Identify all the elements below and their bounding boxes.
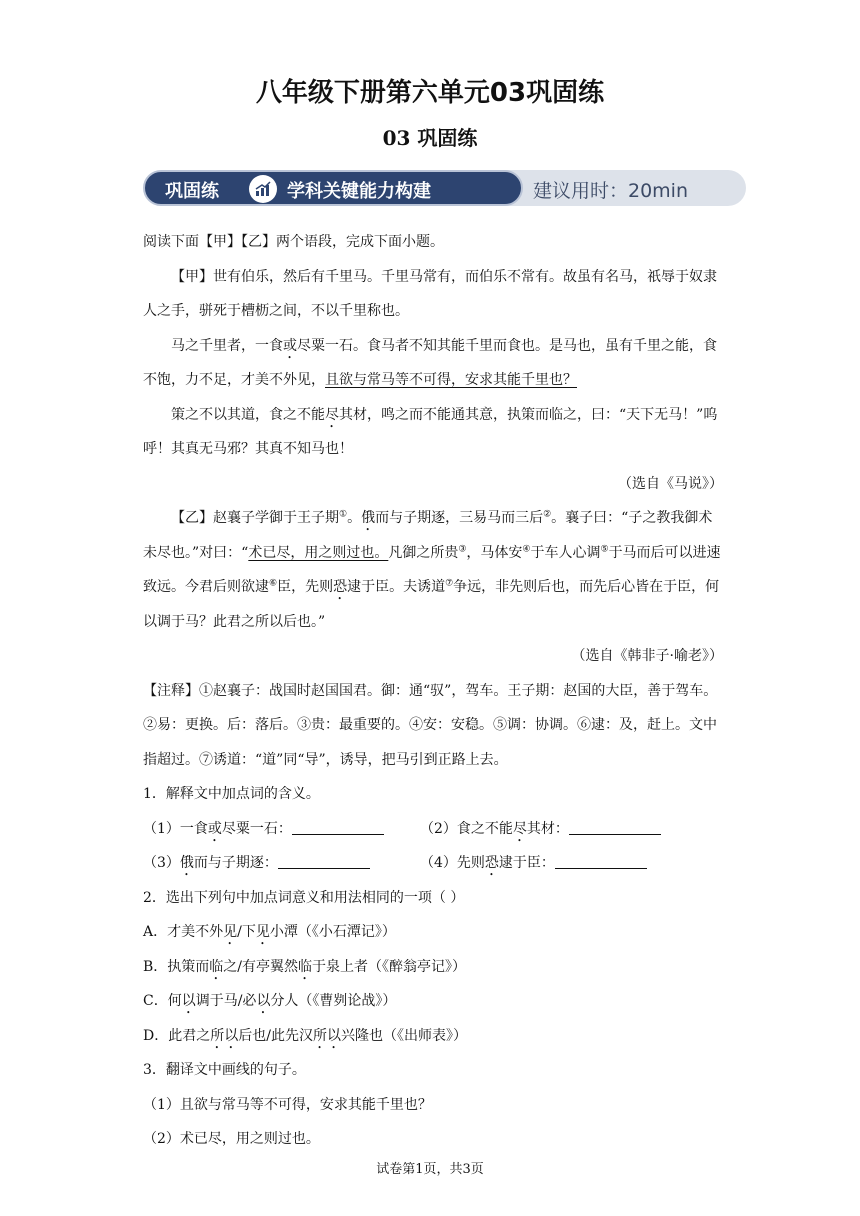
page-title: 八年级下册第六单元03巩固练 [255, 78, 605, 108]
banner-label-practice: 巩固练 [165, 181, 219, 202]
source-yi: （选自《韩非子·喻老》） [571, 648, 723, 664]
answer-blank[interactable] [555, 854, 647, 869]
time-badge [503, 170, 746, 206]
section-banner [143, 170, 746, 206]
answer-blank[interactable] [278, 854, 370, 869]
passage-jia-p1: 【甲】世有伯乐，然后有千里马。千里马常有，而伯乐不常有。故虽有名马，祇辱于奴隶人之手，骈死于槽枥之间，不以千里称也。 [143, 268, 717, 319]
reading-content [143, 225, 723, 1157]
banner-left [143, 170, 523, 206]
passage-yi: 【乙】赵襄子学御于王子期①。俄而与子期逐，三易马而三后②。襄子曰：“子之教我御术未尽也。”对曰：“术已尽，用之则过也。凡御之所贵③，马体安④于车人心调⑤于马而后可以进速致远。今君后则欲逮⑥臣，先则恐逮于臣。夫诱道⑦争远，非先则后也，而先后心皆在于臣，何以调于马？此君之所以后也。” [143, 509, 721, 630]
answer-blank[interactable] [569, 820, 661, 835]
time-label: 建议用时：20min [533, 180, 689, 202]
question-3-item-1: （1）且欲与常马等不可得，安求其能千里也？ [143, 1096, 432, 1113]
underlined-sentence: 且欲与常马等不可得，安求其能千里也？ [325, 372, 577, 388]
question-3-item-2: （2）术已尽，用之则过也。 [143, 1131, 320, 1147]
notes: 【注释】①赵襄子：战国时赵国国君。御：通“驭”，驾车。王子期：赵国的大臣，善于驾车。②易：更换。后：落后。③贵：最重要的。④安：安稳。⑤调：协调。⑥逮：及，赶上。文中指超过。⑦诱道：“道”同“导”，诱导，把马引到正路上去。 [143, 682, 718, 768]
source-jia: （选自《马说》） [618, 475, 723, 492]
question-3-stem: 3．翻译文中画线的句子。 [143, 1062, 306, 1078]
option-d[interactable]: D．此君之所以后也/此先汉所以兴隆也（《出师表》） [143, 1027, 467, 1044]
dotted-word: 恐 [333, 579, 348, 595]
question-1-stem: 1．解释文中加点词的含义。 [143, 786, 320, 802]
answer-blank[interactable] [292, 820, 384, 835]
intro-text: 阅读下面【甲】【乙】两个语段，完成下面小题。 [143, 234, 444, 250]
option-a[interactable]: A．才美不外见/下见小潭（《小石潭记》） [143, 924, 396, 940]
page-subtitle: 03 巩固练 [382, 126, 478, 150]
passage-jia-p2: 马之千里者，一食或尽粟一石。食马者不知其能千里而食也。是马也，虽有千里之能，食不饱，力不足，才美不外见，且欲与常马等不可得，安求其能千里也？ [143, 337, 717, 388]
dotted-word: 俄 [361, 510, 376, 526]
banner-label-ability: 学科关键能力构建 [287, 181, 431, 202]
growth-chart-icon [249, 175, 277, 203]
option-c[interactable]: C．何以调于马/必以分人（《曹刿论战》） [143, 993, 397, 1009]
question-1-row-2: （3）俄而与子期逐： （4）先则恐逮于臣： [143, 846, 723, 881]
option-b[interactable]: B．执策而临之/有亭翼然临于泉上者（《醉翁亭记》） [143, 958, 467, 975]
passage-jia-p3: 策之不以其道，食之不能尽其材，鸣之而不能通其意，执策而临之，曰：“天下无马！”呜呼！其真无马邪？其真不知马也！ [143, 406, 718, 457]
question-1-row-1: （1）一食或尽粟一石： （2）食之不能尽其材： [143, 812, 723, 847]
page-footer: 试卷第1页，共3页 [376, 1162, 484, 1177]
question-2-stem: 2．选出下列句中加点词意义和用法相同的一项（ ） [143, 889, 465, 906]
dotted-word: 或 [283, 337, 297, 354]
dotted-word: 尽 [325, 406, 339, 423]
underlined-sentence: 术已尽，用之则过也。 [248, 544, 389, 561]
